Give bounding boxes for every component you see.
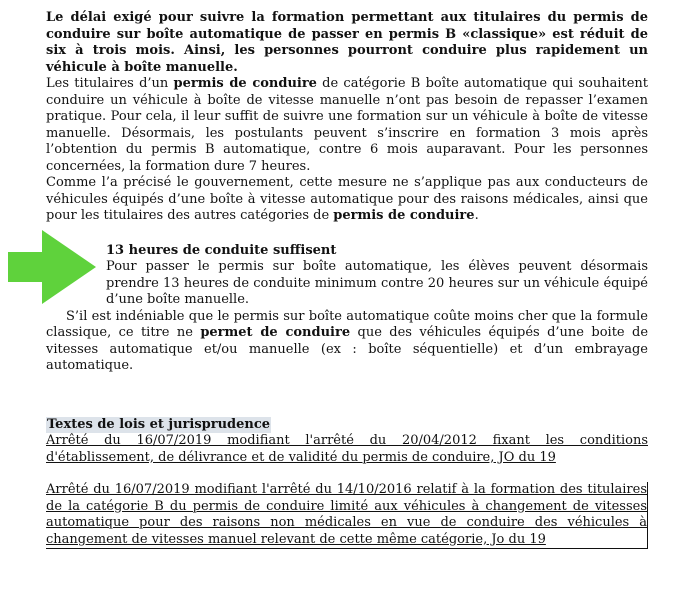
reference-link-2[interactable]: Arrêté du 16/07/2019 modifiant l'arrêté du 14/10/2016 relatif à la formation des titulaires de la catégorie B du permis de conduire limité aux véhicules à changement de vitesses automatique pour des raisons non médicales en vue de conduire des véhicules à changement de vitesses manuel relevant de cette même catégorie, Jo du 19 — [46, 482, 648, 549]
reference-link-1[interactable]: Arrêté du 16/07/2019 modifiant l'arrêté du 20/04/2012 fixant les conditions d'établissement, de délivrance et de validité du permis de conduire, JO du 19 — [46, 433, 648, 465]
paragraph-2-text-c: . — [474, 208, 479, 223]
document-body — [46, 10, 648, 549]
permet-de-conduire-bold: permet de conduire — [200, 325, 351, 340]
paragraph-3 — [46, 309, 648, 375]
section-title: 13 heures de conduite suffisent — [106, 242, 337, 258]
paragraph-1 — [46, 76, 648, 175]
paragraph-3-text-a: S’il est indéniable que le permis sur boîte automatique coûte moins cher que la formule classique, ce titre ne — [46, 308, 648, 340]
permis-de-conduire-bold: permis de conduire — [173, 76, 317, 91]
quote-paragraph: Pour passer le permis sur boîte automatique, les élèves peuvent désormais prendre 13 heures de conduite minimum contre 20 heures sur un véhicule équipé d’une boîte manuelle. — [106, 259, 648, 307]
references-title: Textes de lois et jurisprudence — [47, 416, 271, 432]
paragraph-3-text-c: que des véhicules équipés d’une boite de vitesses automatique et/ou manuelle (ex : boîte séquentielle) et d’un embrayage automatique. — [46, 325, 649, 373]
paragraph-1-text-a: Les titulaires d’un — [46, 76, 174, 91]
paragraph-2 — [46, 175, 648, 225]
paragraph-1-text-c: de catégorie B boîte automatique qui souhaitent conduire un véhicule à boîte de vitesse manuelle n’ont pas besoin de repasser l’examen pratique. Pour cela, il leur suffit de suivre une formation sur un véhicule à boîte de vitesse manuelle. Désormais, les postulants peuvent s’inscrire en formation 3 mois après l’obtention du permis B automatique, contre 6 mois auparavant. Pour les personnes concernées, la formation dure 7 heures. — [46, 76, 649, 174]
permis-de-conduire-bold-2: permis de conduire — [333, 208, 475, 223]
paragraph-2-text-a: Comme l’a précisé le gouvernement, cette mesure ne s’applique pas aux conducteurs de véhicules équipés d’une boîte à vitesse automatique pour des raisons médicales, ainsi que pour les titulaires des autres catégories de — [46, 175, 648, 223]
intro-paragraph: Le délai exigé pour suivre la formation permettant aux titulaires du permis de conduire sur boîte automatique de passer en permis B «classique» est réduit de six à trois mois. Ainsi, les personnes pourront conduire plus rapidement un véhicule à boîte manuelle. — [46, 10, 648, 75]
